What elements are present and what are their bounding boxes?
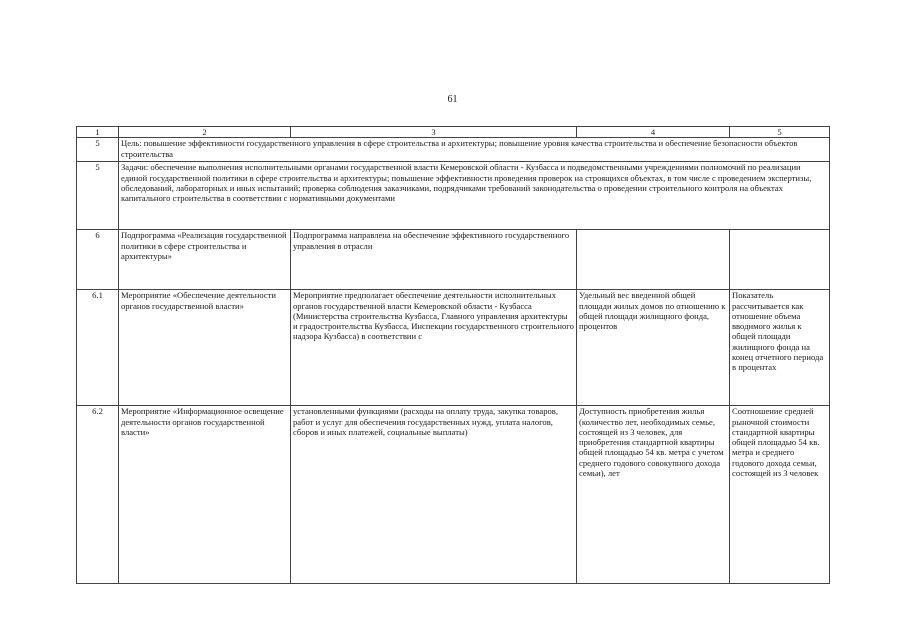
table-header-row (77, 127, 830, 138)
tasks-row (77, 162, 830, 230)
goal-row (77, 138, 830, 162)
row-number: 6.1 (77, 290, 119, 406)
measure-name: Мероприятие «Информационное освещение деятельности органов государственной власти» (119, 406, 291, 584)
indicator-name: Доступность приобретения жилья (количество лет, необходимых семье, состоящей из 3 человек, для приобретения стандартной квартиры общей площадью 54 кв. метра с учетом среднего годового совокупного дохода семьи), лет (577, 406, 730, 584)
measure-description: Подпрограмма направлена на обеспечение эффективного государственного управления в отрасли (291, 230, 577, 290)
table-row (77, 406, 830, 584)
indicator-method: Соотношение средней рыночной стоимости стандартной квартиры общей площадью 54 кв. метра и среднего годового дохода семьи, состоящей из 3 человек (730, 406, 830, 584)
indicator-method: Показатель рассчитывается как отношение объема вводимого жилья к общей площади жилищного фонда на конец отчетного периода в процентах (730, 290, 830, 406)
measure-description: установленными функциями (расходы на оплату труда, закупка товаров, работ и услуг для обеспечения государственных нужд, уплата налогов, сборов и иных платежей, социальные выплаты) (291, 406, 577, 584)
column-header: 3 (291, 127, 577, 138)
column-header: 4 (577, 127, 730, 138)
goal-text: Цель: повышение эффективности государственного управления в сфере строительства и архитектуры; повышение уровня качества строительства и обеспечение безопасности объектов строительства (119, 138, 830, 162)
indicator-name: Удельный вес введенной общей площади жилых домов по отношению к общей площади жилищного фонда, процентов (577, 290, 730, 406)
page-number: 61 (447, 94, 458, 105)
tasks-text: Задачи: обеспечение выполнения исполнительными органами государственной власти Кемеровской области - Кузбасса и подведомственными учреждениями полномочий по реализации единой государственной политики в сфере строительства и архитектуры; повышение эффективности проведения проверок на строящихся объектах, в том числе с проведением экспертизы, обследований, лабораторных и иных испытаний; проверка соблюдения заказчиками, подрядчиками требований законодательства о проведении строительного контроля на объектах капитального строительства в соответствии с нормативными документами (119, 162, 830, 230)
indicator-method (730, 230, 830, 290)
measure-description: Мероприятие предполагает обеспечение деятельности исполнительных органов государственной власти Кемеровской области - Кузбасса (Министерства строительства Кузбасса, Главного управления архитектуры и градостроительства Кузбасса, Инспекции государственного строительного надзора Кузбасса) в соответствии с (291, 290, 577, 406)
column-header: 2 (119, 127, 291, 138)
row-number: 6 (77, 230, 119, 290)
measure-name: Мероприятие «Обеспечение деятельности органов государственной власти» (119, 290, 291, 406)
indicator-name (577, 230, 730, 290)
row-number: 6.2 (77, 406, 119, 584)
row-number: 5 (77, 162, 119, 230)
column-header: 5 (730, 127, 830, 138)
table-row (77, 230, 830, 290)
measure-name: Подпрограмма «Реализация государственной политики в сфере строительства и архитектуры» (119, 230, 291, 290)
table-row (77, 290, 830, 406)
column-header: 1 (77, 127, 119, 138)
program-table (76, 126, 830, 584)
row-number: 5 (77, 138, 119, 162)
